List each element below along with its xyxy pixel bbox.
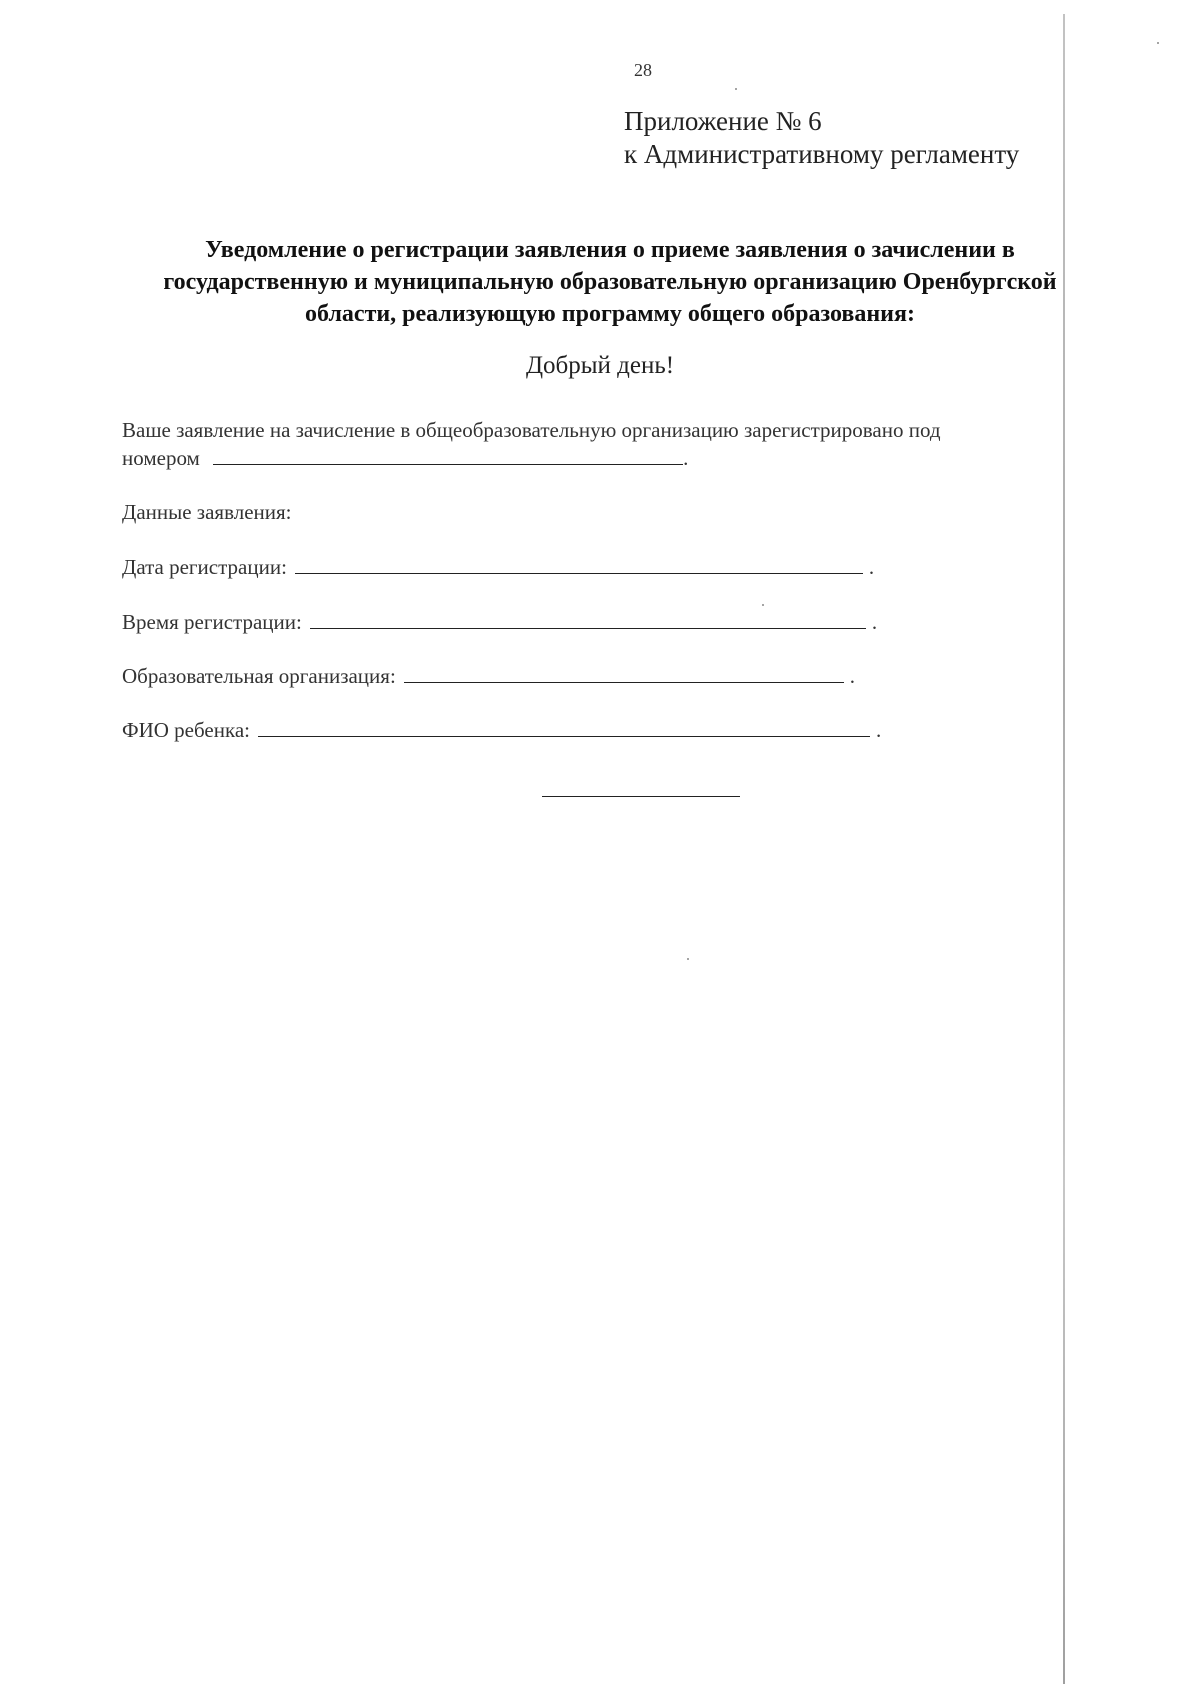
- field-blank: [404, 664, 844, 683]
- field-label: Время регистрации:: [122, 610, 302, 634]
- scan-edge-line: [1063, 14, 1065, 1684]
- field-educational-organization: [122, 664, 855, 689]
- field-blank: [258, 718, 870, 737]
- greeting: Добрый день!: [525, 352, 675, 379]
- field-blank: [310, 610, 866, 629]
- field-suffix: .: [876, 718, 882, 742]
- field-registration-date: [122, 555, 874, 580]
- page-number: 28: [634, 60, 652, 80]
- appendix-line-2: к Административному регламенту: [624, 139, 1020, 169]
- field-suffix: .: [849, 664, 856, 688]
- scan-speck: [1157, 42, 1159, 44]
- end-separator-line: [542, 796, 740, 797]
- scan-speck: [735, 88, 737, 90]
- title-line-2: государственную и муниципальную образовательную организацию Оренбургской: [163, 269, 1057, 295]
- field-label: Образовательная организация:: [122, 664, 396, 688]
- body-paragraph: [122, 416, 1082, 472]
- field-label: ФИО ребенка:: [122, 718, 250, 742]
- body-line-1: Ваше заявление на зачисление в общеобразовательную организацию зарегистрировано под: [122, 418, 941, 442]
- field-label: Дата регистрации:: [122, 555, 287, 579]
- field-suffix: .: [868, 555, 875, 579]
- section-label: Данные заявления:: [122, 500, 292, 524]
- scan-speck: [762, 604, 764, 606]
- appendix-heading: [624, 105, 1019, 171]
- scan-speck: [687, 958, 689, 960]
- registration-number-blank: [213, 446, 683, 465]
- field-suffix: .: [871, 610, 878, 634]
- title-line-3: области, реализующую программу общего образования:: [305, 301, 915, 327]
- field-blank: [295, 555, 863, 574]
- document-title: [120, 234, 1100, 330]
- appendix-line-1: Приложение № 6: [624, 106, 822, 136]
- body-line-2-prefix: номером: [122, 446, 200, 470]
- field-registration-time: [122, 610, 877, 635]
- body-line-2: [122, 444, 1082, 472]
- title-line-1: Уведомление о регистрации заявления о приеме заявления о зачислении в: [205, 237, 1015, 263]
- body-line-2-suffix: .: [683, 446, 689, 470]
- field-child-name: [122, 718, 881, 743]
